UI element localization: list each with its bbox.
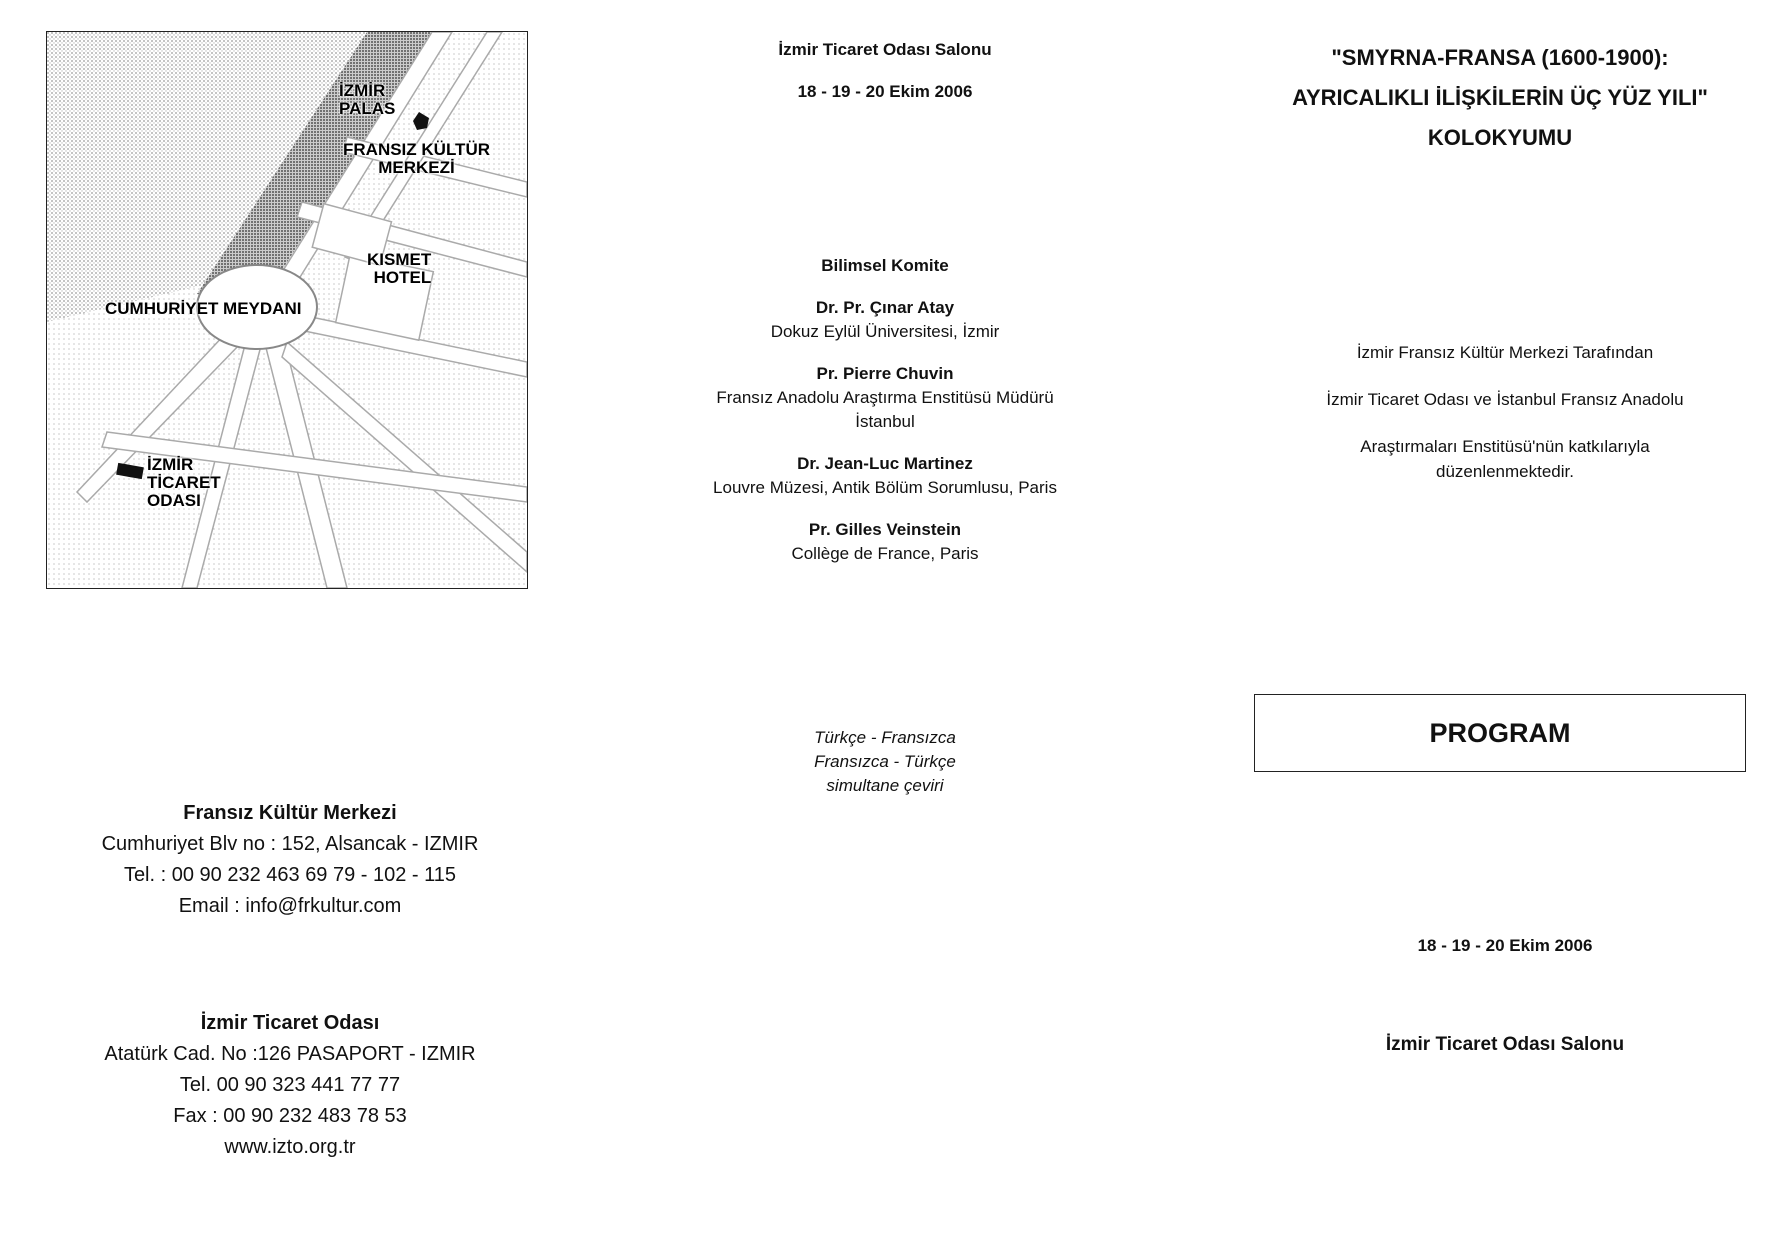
colloquium-title xyxy=(1220,38,1772,158)
committee-member xyxy=(640,296,1130,344)
location-map xyxy=(46,31,528,589)
organizer-line: Araştırmaları Enstitüsü'nün katkılarıyla xyxy=(1360,437,1650,456)
contact-website: www.izto.org.tr xyxy=(224,1136,356,1158)
committee-title: Bilimsel Komite xyxy=(821,256,949,275)
right-dates: 18 - 19 - 20 Ekim 2006 xyxy=(1417,936,1593,955)
organizer-line: İzmir Fransız Kültür Merkezi Tarafından xyxy=(1356,343,1654,362)
translation-line: Fransızca - Türkçe xyxy=(814,752,956,771)
contact-name: İzmir Ticaret Odası xyxy=(200,1012,380,1034)
map-label-izmir-ticaret-odasi: İZMİR TİCARET ODASI xyxy=(147,455,221,510)
contact-fransiz-kultur xyxy=(40,798,540,922)
translation-line: simultane çeviri xyxy=(826,776,944,795)
venue-text: İzmir Ticaret Odası Salonu xyxy=(778,40,992,59)
right-venue: İzmir Ticaret Odası Salonu xyxy=(1385,1034,1625,1055)
member-affiliation: Dokuz Eylül Üniversitesi, İzmir xyxy=(770,322,1000,341)
map-label-fransiz-kultur: FRANSIZ KÜLTÜR MERKEZİ xyxy=(343,140,490,177)
committee-member xyxy=(640,452,1130,500)
contact-tel: Tel. : 00 90 232 463 69 79 - 102 - 115 xyxy=(123,864,457,886)
title-line: "SMYRNA-FRANSA (1600-1900): xyxy=(1331,45,1669,70)
committee-member xyxy=(640,518,1130,566)
translation-line: Türkçe - Fransızca xyxy=(814,728,956,747)
member-affiliation: Collège de France, Paris xyxy=(791,544,979,563)
middle-header xyxy=(640,40,1130,124)
contact-fax: Fax : 00 90 232 483 78 53 xyxy=(173,1105,407,1127)
map-label-kismet-hotel: KISMET HOTEL xyxy=(367,250,432,287)
contact-address: Atatürk Cad. No :126 PASAPORT - IZMIR xyxy=(104,1043,476,1065)
program-box xyxy=(1254,694,1746,772)
organizer-line: düzenlenmektedir. xyxy=(1436,462,1574,481)
member-affiliation: Fransız Anadolu Araştırma Enstitüsü Müdürü xyxy=(716,388,1054,407)
member-affiliation-city: İstanbul xyxy=(855,412,915,431)
member-name: Pr. Pierre Chuvin xyxy=(816,364,954,383)
translation-note xyxy=(640,726,1130,798)
map-label-izmir-palas: İZMİR PALAS xyxy=(339,81,396,118)
contact-address: Cumhuriyet Blv no : 152, Alsancak - IZMIR xyxy=(101,833,479,855)
map-label-cumhuriyet-meydani: CUMHURİYET MEYDANI xyxy=(105,299,302,318)
member-name: Dr. Pr. Çınar Atay xyxy=(815,298,955,317)
contact-email: Email : info@frkultur.com xyxy=(178,895,402,917)
organizer-line: İzmir Ticaret Odası ve İstanbul Fransız Anadolu xyxy=(1326,390,1684,409)
member-affiliation: Louvre Müzesi, Antik Bölüm Sorumlusu, Paris xyxy=(713,478,1057,497)
title-line: AYRICALIKLI İLİŞKİLERİN ÜÇ YÜZ YILI" xyxy=(1292,85,1708,110)
dates-text: 18 - 19 - 20 Ekim 2006 xyxy=(797,82,973,101)
title-line: KOLOKYUMU xyxy=(1427,125,1573,150)
program-label: PROGRAM xyxy=(1429,717,1571,748)
organizer-text xyxy=(1255,340,1755,484)
contact-name: Fransız Kültür Merkezi xyxy=(183,802,397,824)
committee-member xyxy=(640,362,1130,434)
member-name: Pr. Gilles Veinstein xyxy=(808,520,962,539)
contact-tel: Tel. 00 90 323 441 77 77 xyxy=(179,1074,401,1096)
scientific-committee xyxy=(640,254,1130,566)
member-name: Dr. Jean-Luc Martinez xyxy=(797,454,973,473)
contact-izmir-ticaret xyxy=(40,1008,540,1163)
